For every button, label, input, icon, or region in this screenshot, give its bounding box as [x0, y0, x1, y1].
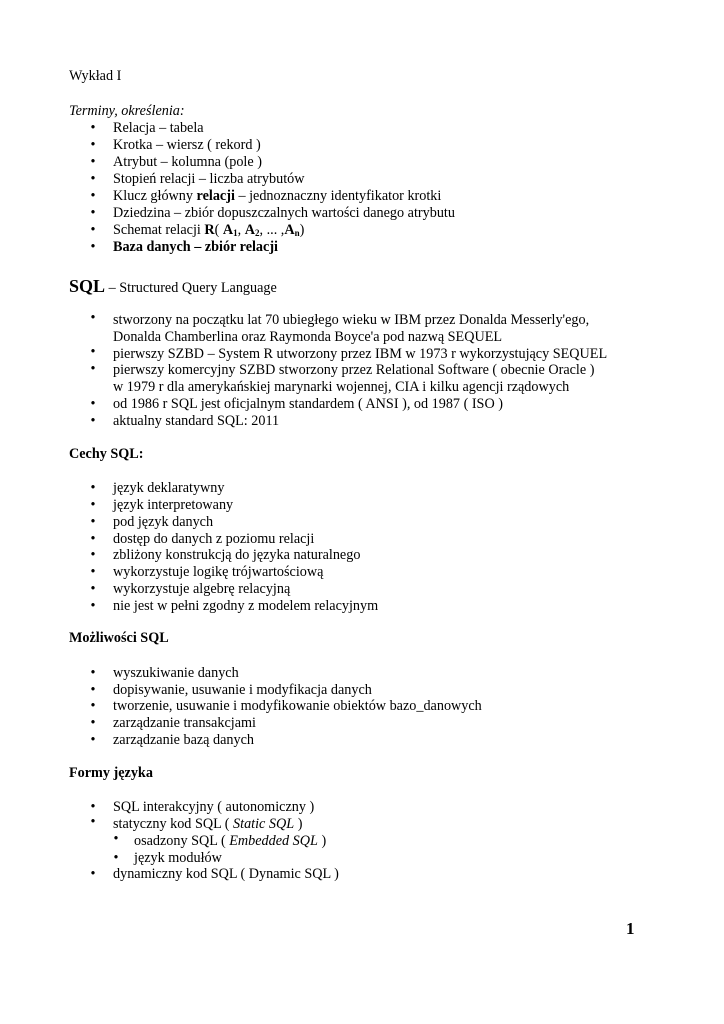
bullet-icon: • [113, 850, 119, 866]
feature-item: wykorzystuje logikę trójwartościową [113, 564, 324, 580]
sql-full: – Structured Query Language [105, 280, 277, 296]
bullet-icon: • [90, 581, 96, 597]
sql-item-line: od 1986 r SQL jest oficjalnym standardem ( ANSI ), od 1987 ( ISO ) [113, 396, 503, 412]
form-item [113, 816, 302, 833]
feature-item: wykorzystuje algebrę relacyjną [113, 581, 291, 597]
term-item [113, 188, 441, 205]
bullet-icon: • [90, 396, 96, 412]
form-subitem: język modułów [134, 850, 222, 866]
term-text: – jednoznaczny identyfikator krotki [234, 188, 442, 204]
capability-item: dopisywanie, usuwanie i modyfikacja danych [113, 682, 372, 698]
bullet-icon: • [90, 480, 96, 496]
capability-item: tworzenie, usuwanie i modyfikowanie obiektów bazo_danowych [113, 698, 482, 714]
bullet-icon: • [90, 598, 96, 614]
bullet-icon: • [90, 222, 96, 238]
bullet-icon: • [90, 715, 96, 731]
feature-item: dostęp do danych z poziomu relacji [113, 531, 315, 547]
bullet-icon: • [90, 531, 96, 547]
sql-item-line: pierwszy komercyjny SZBD stworzony przez Relational Software ( obecnie Oracle ) [113, 362, 595, 378]
schema-sub: n [294, 228, 300, 238]
bullet-icon: • [90, 154, 96, 170]
form-item: dynamiczny kod SQL ( Dynamic SQL ) [113, 866, 339, 882]
bullet-icon: • [90, 866, 96, 882]
form-text: ) [294, 816, 303, 832]
schema-sep: , [237, 222, 245, 238]
bullet-icon: • [90, 814, 96, 830]
capability-item: wyszukiwanie danych [113, 665, 239, 681]
bullet-icon: • [113, 831, 119, 847]
bullet-icon: • [90, 682, 96, 698]
sql-heading [69, 276, 277, 298]
sql-abbr: SQL [69, 276, 106, 296]
capability-item: zarządzanie bazą danych [113, 732, 254, 748]
bullet-icon: • [90, 344, 96, 360]
term-text: Schemat relacji [113, 222, 205, 238]
bullet-icon: • [90, 497, 96, 513]
form-text: ) [317, 833, 327, 849]
bullet-icon: • [90, 413, 96, 429]
schema-sub: 1 [233, 228, 238, 238]
bullet-icon: • [90, 732, 96, 748]
schema-attr: A [284, 222, 295, 238]
term-item: Stopień relacji – liczba atrybutów [113, 171, 305, 187]
bullet-icon: • [90, 514, 96, 530]
term-item: Krotka – wiersz ( rekord ) [113, 137, 261, 153]
schema-sub: 2 [255, 228, 260, 238]
sql-item-line: stworzony na początku lat 70 ubiegłego wieku w IBM przez Donalda Messerly'ego, [113, 312, 590, 328]
page-number: 1 [626, 919, 635, 938]
terms-heading: Terminy, określenia: [69, 103, 185, 119]
schema-paren: ) [299, 222, 305, 238]
bullet-icon: • [90, 665, 96, 681]
form-text: statyczny kod SQL ( [113, 816, 234, 832]
feature-item: język deklaratywny [113, 480, 225, 496]
schema-r: R [204, 222, 215, 238]
lecture-title: Wykład I [69, 68, 122, 84]
bullet-icon: • [90, 205, 96, 221]
form-subitem [134, 833, 326, 850]
capabilities-heading: Możliwości SQL [69, 630, 169, 646]
forms-heading: Formy języka [69, 765, 153, 781]
form-italic-text: Embedded SQL [229, 833, 318, 849]
sql-item-line: Donalda Chamberlina oraz Raymonda Boyce'a pod nazwą SEQUEL [113, 329, 503, 345]
bullet-icon: • [90, 310, 96, 326]
bullet-icon: • [90, 698, 96, 714]
sql-item-line: w 1979 r dla amerykańskiej marynarki wojennej, CIA i kilku agencji rządowych [113, 379, 570, 395]
term-text: Klucz główny [113, 188, 197, 204]
form-text: osadzony SQL ( [134, 833, 230, 849]
schema-dots: , ... , [259, 222, 285, 238]
term-bold-text: relacji [196, 188, 235, 204]
bullet-icon: • [90, 564, 96, 580]
bullet-icon: • [90, 799, 96, 815]
bullet-icon: • [90, 361, 96, 377]
feature-item: nie jest w pełni zgodny z modelem relacyjnym [113, 598, 379, 614]
term-item: Dziedzina – zbiór dopuszczalnych wartości danego atrybutu [113, 205, 455, 221]
bullet-icon: • [90, 547, 96, 563]
feature-item: pod język danych [113, 514, 214, 530]
term-item: Relacja – tabela [113, 120, 204, 136]
sql-item-line: aktualny standard SQL: 2011 [113, 413, 280, 429]
schema-attr: A [244, 222, 256, 238]
feature-item: język interpretowany [113, 497, 234, 513]
schema-paren: ( [214, 222, 223, 238]
term-item-schema [113, 222, 304, 239]
term-item: Baza danych – zbiór relacji [113, 239, 278, 255]
bullet-icon: • [90, 171, 96, 187]
bullet-icon: • [90, 120, 96, 136]
sql-item-line: pierwszy SZBD – System R utworzony przez IBM w 1973 r wykorzystujący SEQUEL [113, 346, 608, 362]
features-heading: Cechy SQL: [69, 446, 144, 462]
capability-item: zarządzanie transakcjami [113, 715, 256, 731]
term-item: Atrybut – kolumna (pole ) [113, 154, 262, 170]
bullet-icon: • [90, 188, 96, 204]
feature-item: zbliżony konstrukcją do języka naturalnego [113, 547, 361, 563]
form-italic-text: Static SQL [233, 816, 295, 832]
form-item: SQL interakcyjny ( autonomiczny ) [113, 799, 315, 815]
schema-attr: A [222, 222, 234, 238]
bullet-icon: • [90, 137, 96, 153]
bullet-icon: • [90, 239, 96, 255]
